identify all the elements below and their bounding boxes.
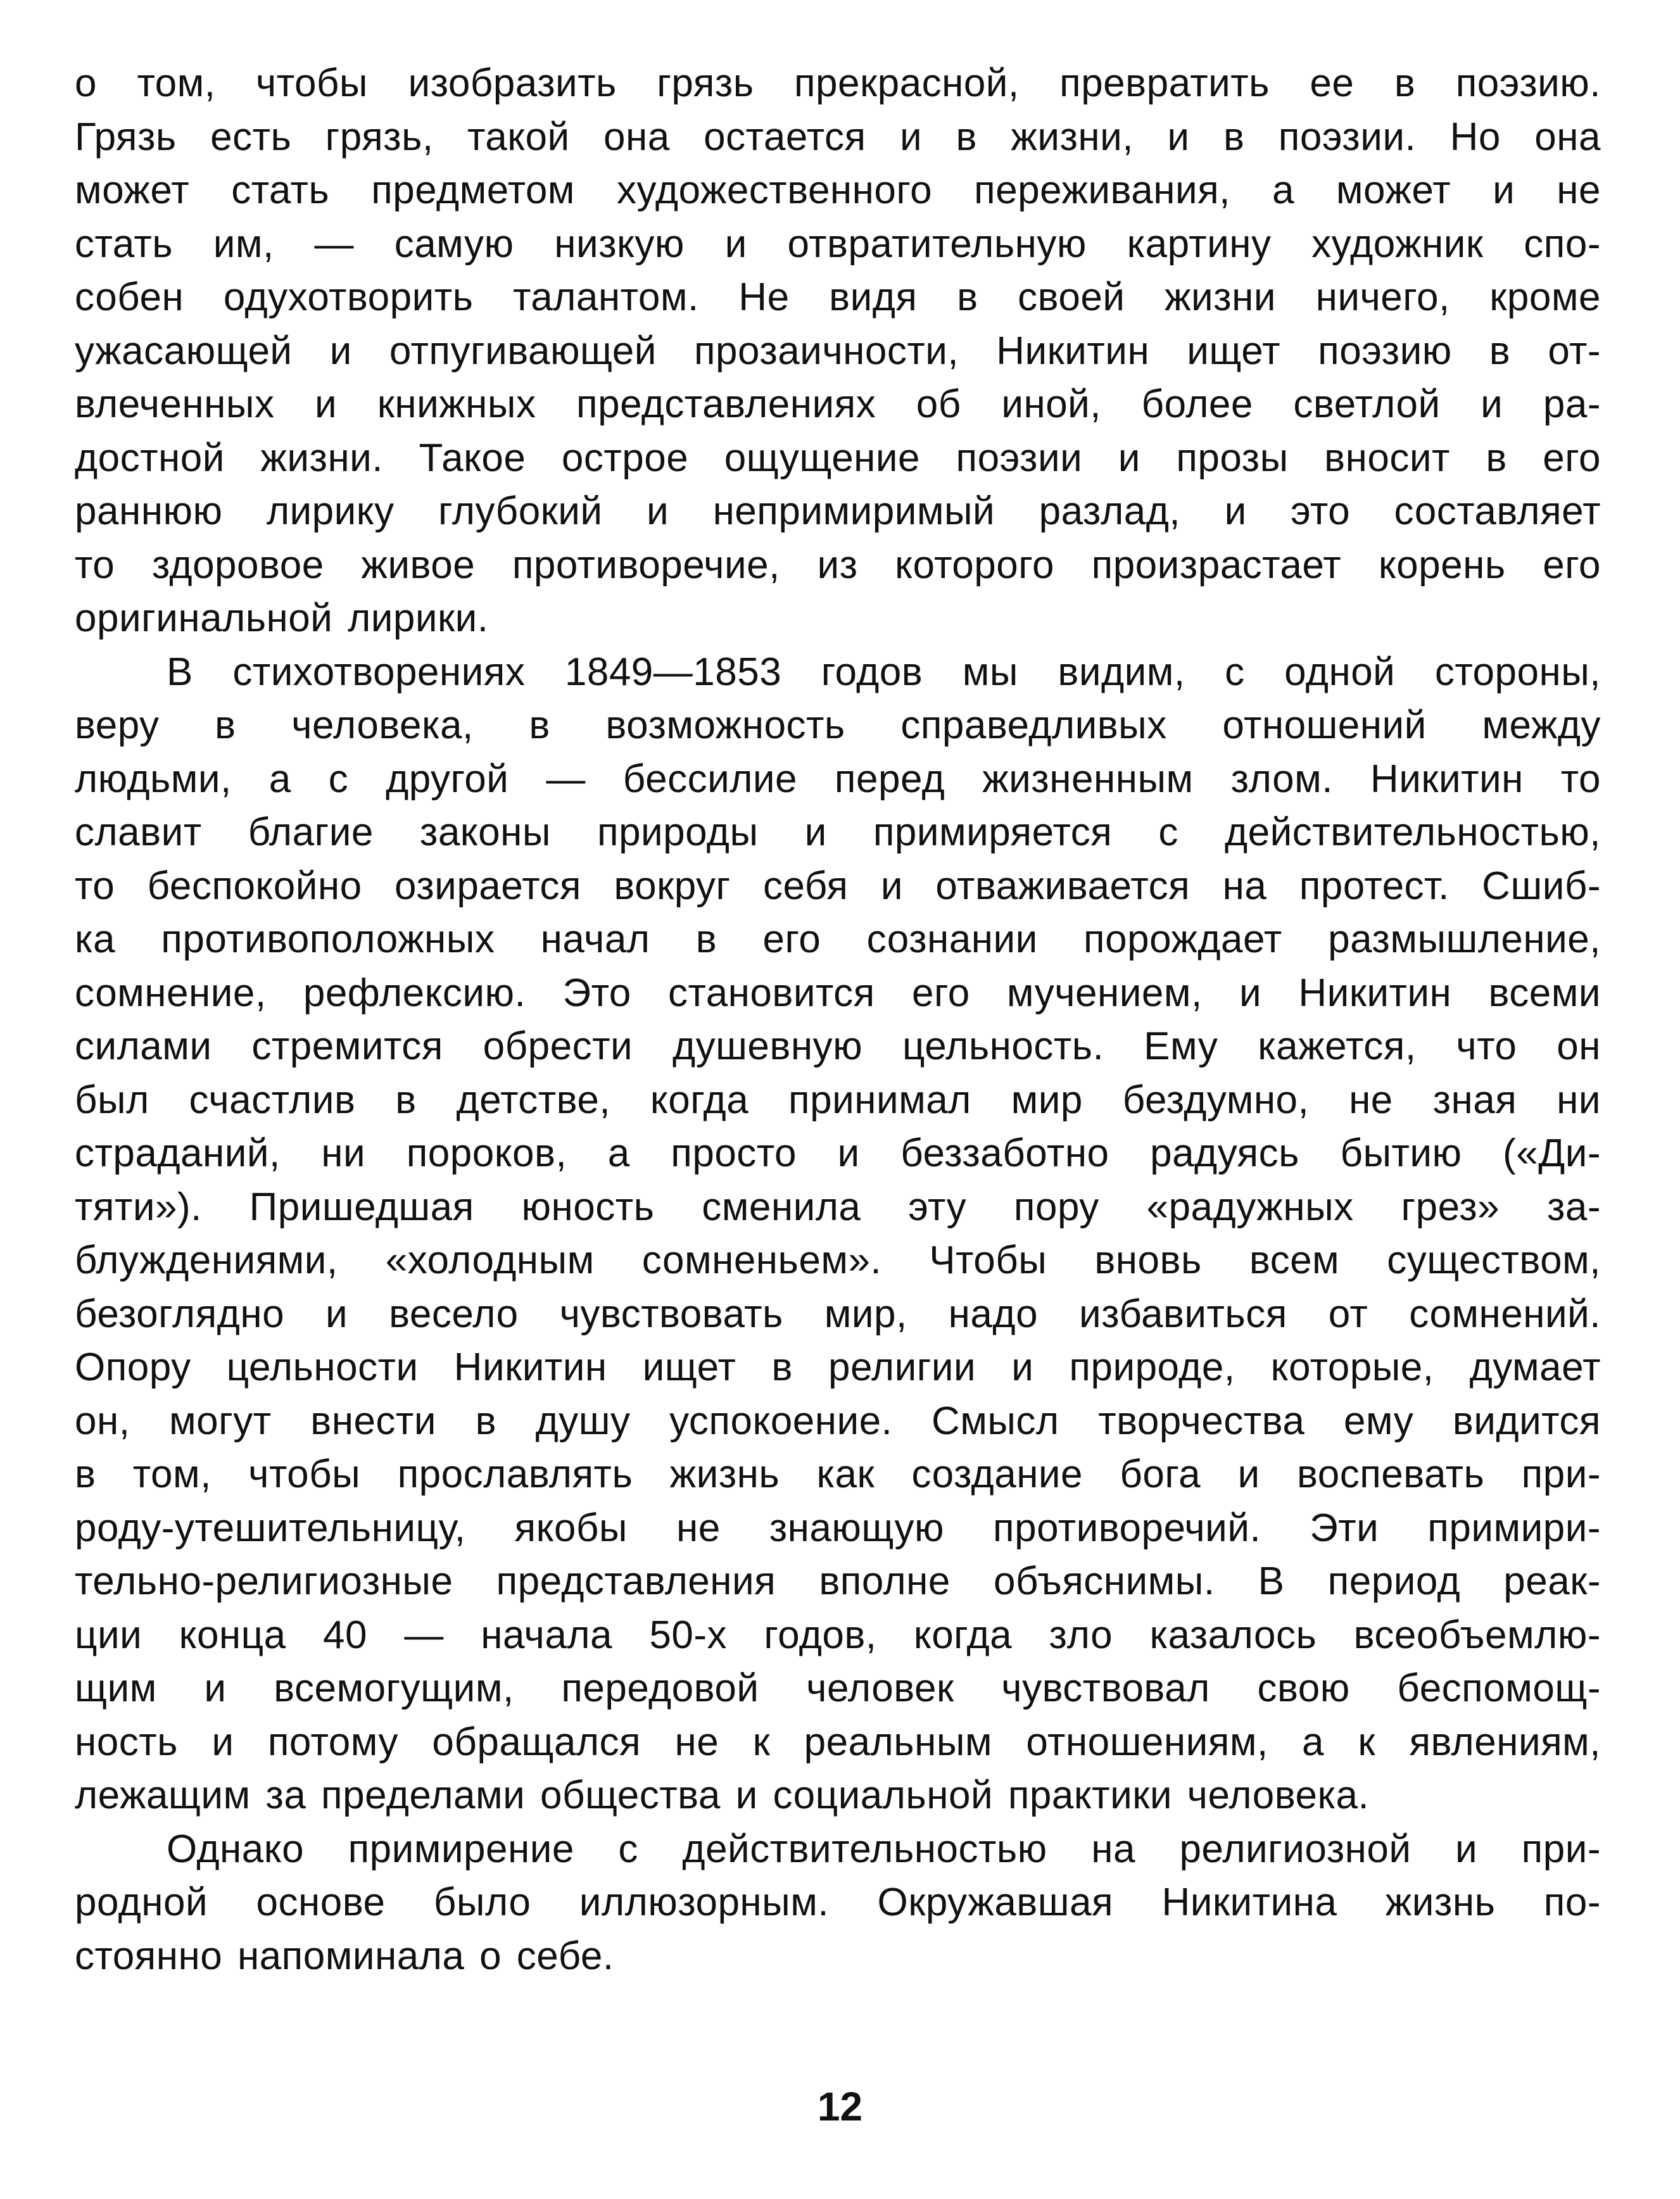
text-line: людьми, а с другой — бессилие перед жизненным злом. Никитин то xyxy=(75,757,1601,801)
text-line: то беспокойно озирается вокруг себя и отваживается на протест. Сшиб- xyxy=(75,864,1601,908)
text-line: собен одухотворить талантом. Не видя в своей жизни ничего, кроме xyxy=(75,275,1601,319)
text-line: достной жизни. Такое острое ощущение поэзии и прозы вносит в его xyxy=(75,436,1601,480)
text-line: ужасающей и отпугивающей прозаичности, Никитин ищет поэзию в от- xyxy=(75,329,1601,373)
text-line: славит благие законы природы и примиряется с действительностью, xyxy=(75,810,1601,854)
paragraph-3 xyxy=(75,1823,1601,1984)
text-line: лежащим за пределами общества и социальной практики человека. xyxy=(75,1774,1370,1817)
text-line: сомнение, рефлексию. Это становится его мучением, и Никитин всеми xyxy=(75,971,1601,1015)
text-line: то здоровое живое противоречие, из которого произрастает корень его xyxy=(75,543,1601,587)
text-line: был счастлив в детстве, когда принимал мир бездумно, не зная ни xyxy=(75,1078,1601,1122)
text-line: ка противоположных начал в его сознании порождает размышление, xyxy=(75,917,1601,961)
paragraph-2 xyxy=(75,646,1601,1823)
page-body xyxy=(75,57,1601,1983)
text-line: тельно-религиозные представления вполне объяснимы. В период реак- xyxy=(75,1559,1601,1603)
text-line: страданий, ни пороков, а просто и беззаботно радуясь бытию («Ди- xyxy=(75,1131,1601,1175)
text-line: безоглядно и весело чувствовать мир, надо избавиться от сомнений. xyxy=(75,1292,1601,1336)
text-line: о том, чтобы изобразить грязь прекрасной, превратить ее в поэзию. xyxy=(75,61,1601,105)
text-line: щим и всемогущим, передовой человек чувствовал свою беспомощ- xyxy=(75,1667,1601,1710)
paragraph-1 xyxy=(75,57,1601,646)
main-text xyxy=(75,57,1601,1983)
text-line: может стать предметом художественного переживания, а может и не xyxy=(75,168,1601,212)
text-line: родной основе было иллюзорным. Окружавшая Никитина жизнь по- xyxy=(75,1881,1601,1924)
page-number: 12 xyxy=(817,2084,863,2129)
text-line: раннюю лирику глубокий и непримиримый разлад, и это составляет xyxy=(75,489,1601,533)
text-line: стать им, — самую низкую и отвратительную картину художник спо- xyxy=(75,222,1601,266)
text-line: тяти»). Пришедшая юность сменила эту пору «радужных грез» за- xyxy=(75,1185,1601,1229)
text-line: влеченных и книжных представлениях об иной, более светлой и ра- xyxy=(75,382,1601,426)
text-line: блуждениями, «холодным сомненьем». Чтобы вновь всем существом, xyxy=(75,1238,1601,1282)
text-line: он, могут внести в душу успокоение. Смысл творчества ему видится xyxy=(75,1399,1601,1443)
text-line: стоянно напоминала о себе. xyxy=(75,1934,614,1978)
text-line: ции конца 40 — начала 50-х годов, когда зло казалось всеобъемлю- xyxy=(75,1613,1601,1657)
text-line: силами стремится обрести душевную цельность. Ему кажется, что он xyxy=(75,1024,1601,1068)
text-line: Грязь есть грязь, такой она остается и в жизни, и в поэзии. Но она xyxy=(75,115,1601,159)
text-line: в том, чтобы прославлять жизнь как создание бога и воспевать при- xyxy=(75,1452,1601,1496)
text-line: Опору цельности Никитин ищет в религии и природе, которые, думает xyxy=(75,1345,1601,1389)
text-line: В стихотворениях 1849—1853 годов мы видим, с одной стороны, xyxy=(167,650,1601,694)
text-line: Однако примирение с действительностью на религиозной и при- xyxy=(167,1827,1601,1871)
text-line: роду-утешительницу, якобы не знающую противоречий. Эти примири- xyxy=(75,1506,1601,1550)
text-line: оригинальной лирики. xyxy=(75,596,489,640)
text-line: веру в человека, в возможность справедливых отношений между xyxy=(75,703,1601,747)
text-line: ность и потому обращался не к реальным отношениям, а к явлениям, xyxy=(75,1720,1601,1764)
